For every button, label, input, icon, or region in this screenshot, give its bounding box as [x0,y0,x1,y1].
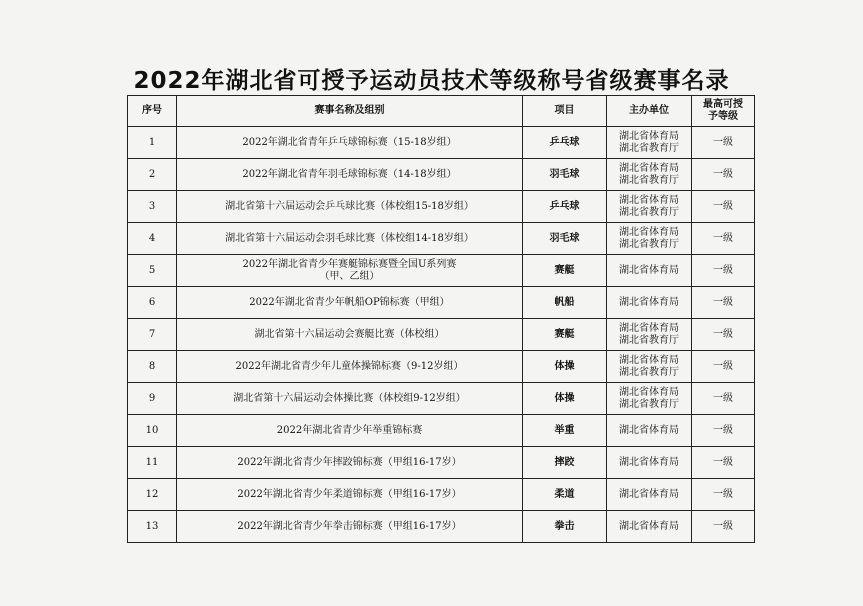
organizer-line: 湖北省教育厅 [619,142,679,154]
header-sport: 项目 [523,96,607,127]
sport-name: 羽毛球 [523,159,607,191]
event-name [177,447,523,479]
event-name [177,479,523,511]
organizer-line: 湖北省体育局 [619,520,679,532]
organizer [607,255,692,287]
max-level: 一级 [692,159,755,191]
max-level: 一级 [692,351,755,383]
event-name [177,383,523,415]
table-row [128,287,755,319]
event-name-line: 湖北省第十六届运动会体操比赛（体校组9-12岁组） [233,392,466,404]
sport-name: 体操 [523,383,607,415]
event-name [177,191,523,223]
organizer-line: 湖北省体育局 [619,424,679,436]
event-name-line: 2022年湖北省青年羽毛球锦标赛（14-18岁组） [242,168,457,180]
header-max-level-line: 最高可授 [703,99,743,110]
sport-name: 柔道 [523,479,607,511]
max-level: 一级 [692,511,755,543]
table-row [128,127,755,159]
organizer [607,511,692,543]
event-name-line: 2022年湖北省青少年拳击锦标赛（甲组16-17岁） [237,520,462,532]
organizer-line: 湖北省体育局 [619,456,679,468]
row-number: 5 [128,255,177,287]
max-level: 一级 [692,127,755,159]
row-number: 8 [128,351,177,383]
table-row [128,319,755,351]
table-row [128,255,755,287]
max-level: 一级 [692,255,755,287]
organizer-line: 湖北省体育局 [619,130,679,142]
sport-name: 拳击 [523,511,607,543]
organizer [607,319,692,351]
organizer-line: 湖北省体育局 [619,296,679,308]
row-number: 1 [128,127,177,159]
event-table [127,95,755,543]
organizer [607,415,692,447]
row-number: 7 [128,319,177,351]
organizer [607,191,692,223]
organizer-line: 湖北省体育局 [619,226,679,238]
event-name [177,159,523,191]
organizer-line: 湖北省教育厅 [619,366,679,378]
header-no: 序号 [128,96,177,127]
event-name [177,319,523,351]
organizer-line: 湖北省教育厅 [619,206,679,218]
sport-name: 赛艇 [523,319,607,351]
organizer [607,383,692,415]
max-level: 一级 [692,287,755,319]
row-number: 10 [128,415,177,447]
max-level: 一级 [692,415,755,447]
organizer-line: 湖北省体育局 [619,488,679,500]
organizer-line: 湖北省体育局 [619,322,679,334]
event-name-line: 湖北省第十六届运动会羽毛球比赛（体校组14-18岁组） [225,232,474,244]
sport-name: 乒乓球 [523,191,607,223]
table-row [128,223,755,255]
organizer [607,127,692,159]
organizer [607,479,692,511]
event-name [177,511,523,543]
organizer-line: 湖北省教育厅 [619,398,679,410]
sport-name: 摔跤 [523,447,607,479]
organizer-line: 湖北省体育局 [619,194,679,206]
row-number: 12 [128,479,177,511]
table-header-row [128,96,755,127]
organizer [607,223,692,255]
organizer-line: 湖北省体育局 [619,264,679,276]
event-name [177,223,523,255]
organizer [607,287,692,319]
table-row [128,415,755,447]
header-max-level-line: 予等级 [708,111,738,122]
header-organizer: 主办单位 [607,96,692,127]
event-name [177,415,523,447]
row-number: 2 [128,159,177,191]
organizer [607,447,692,479]
page-title: 2022年湖北省可授予运动员技术等级称号省级赛事名录 [133,68,730,94]
table-row [128,351,755,383]
event-name-line: 湖北省第十六届运动会赛艇比赛（体校组） [254,328,445,340]
sport-name: 举重 [523,415,607,447]
max-level: 一级 [692,479,755,511]
sport-name: 赛艇 [523,255,607,287]
organizer-line: 湖北省教育厅 [619,334,679,346]
row-number: 3 [128,191,177,223]
header-event-name: 赛事名称及组别 [177,96,523,127]
max-level: 一级 [692,383,755,415]
max-level: 一级 [692,447,755,479]
organizer [607,351,692,383]
row-number: 9 [128,383,177,415]
sport-name: 体操 [523,351,607,383]
organizer-line: 湖北省体育局 [619,162,679,174]
event-name-line: 2022年湖北省青少年赛艇锦标赛暨全国U系列赛 [242,258,457,270]
event-name [177,255,523,287]
event-name [177,351,523,383]
row-number: 13 [128,511,177,543]
event-name-line: 2022年湖北省青年乒乓球锦标赛（15-18岁组） [242,136,457,148]
event-name-line: 2022年湖北省青少年举重锦标赛 [276,424,423,436]
max-level: 一级 [692,191,755,223]
max-level: 一级 [692,223,755,255]
event-name-line: （甲、乙组） [319,270,380,282]
table-row [128,383,755,415]
organizer-line: 湖北省教育厅 [619,174,679,186]
organizer [607,159,692,191]
row-number: 4 [128,223,177,255]
table-row [128,447,755,479]
organizer-line: 湖北省体育局 [619,386,679,398]
row-number: 11 [128,447,177,479]
event-name-line: 2022年湖北省青少年摔跤锦标赛（甲组16-17岁） [237,456,462,468]
organizer-line: 湖北省教育厅 [619,238,679,250]
event-name-line: 湖北省第十六届运动会乒乓球比赛（体校组15-18岁组） [225,200,474,212]
event-name-line: 2022年湖北省青少年帆船OP锦标赛（甲组） [249,296,450,308]
row-number: 6 [128,287,177,319]
table-row [128,191,755,223]
organizer-line: 湖北省体育局 [619,354,679,366]
max-level: 一级 [692,319,755,351]
table-row [128,479,755,511]
sport-name: 羽毛球 [523,223,607,255]
table-row [128,159,755,191]
sport-name: 帆船 [523,287,607,319]
sport-name: 乒乓球 [523,127,607,159]
header-max-level [692,96,755,127]
event-name-line: 2022年湖北省青少年儿童体操锦标赛（9-12岁组） [235,360,464,372]
event-name [177,287,523,319]
event-name-line: 2022年湖北省青少年柔道锦标赛（甲组16-17岁） [237,488,462,500]
event-name [177,127,523,159]
table-row [128,511,755,543]
